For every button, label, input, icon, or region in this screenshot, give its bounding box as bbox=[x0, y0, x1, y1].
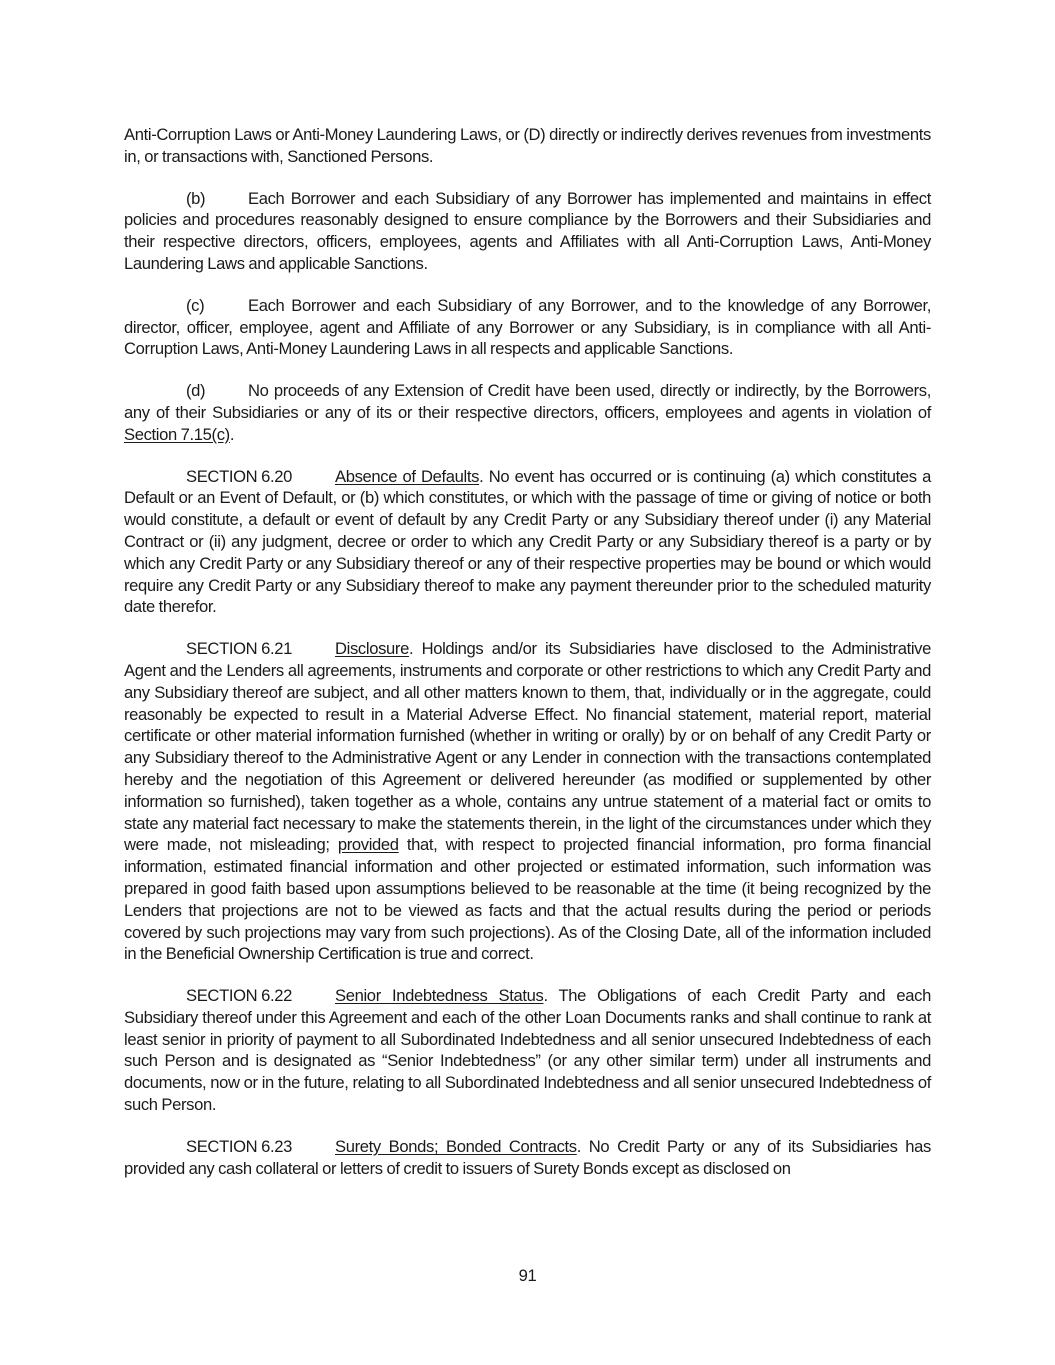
section-title: Surety Bonds; Bonded Contracts bbox=[335, 1136, 577, 1156]
section-title: Absence of Defaults bbox=[335, 466, 480, 486]
section-6-20: SECTION 6.20 Absence of Defaults. No event has occurred or is continuing (a) which constitutes a Default or an Event of Default, or (b) which constitutes, or which with the passage of time or giving of notice or both would constitute, a default or event of default by any Credit Party or any Subsidiary thereof under (i) any Material Contract or (ii) any judgment, decree or order to which any Credit Party or any Subsidiary thereof is a party or by which any Credit Party or any Subsidiary thereof or any of their respective properties may be bound or which would require any Credit Party or any Subsidiary thereof to make any payment thereunder prior to the scheduled maturity date therefor. bbox=[124, 466, 931, 617]
document-body bbox=[124, 124, 931, 1199]
paragraph-b: (b) Each Borrower and each Subsidiary of any Borrower has implemented and maintains in effect policies and procedures reasonably designed to ensure compliance by the Borrowers and their Subsidiaries and their respective directors, officers, employees, agents and Affiliates with all Anti-Corruption Laws, Anti-Money Laundering Laws and applicable Sanctions. bbox=[124, 188, 931, 273]
section-6-23: SECTION 6.23 Surety Bonds; Bonded Contracts. No Credit Party or any of its Subsidiaries has provided any cash collateral or letters of credit to issuers of Surety Bonds except as disclosed on bbox=[124, 1136, 931, 1178]
paragraph-label: (b) bbox=[186, 188, 206, 208]
section-title: Senior Indebtedness Status bbox=[335, 986, 544, 1006]
section-number: SECTION 6.21 bbox=[186, 639, 292, 659]
section-number: SECTION 6.23 bbox=[186, 1136, 292, 1156]
provided-term: provided bbox=[337, 835, 399, 855]
section-title: Disclosure bbox=[335, 639, 409, 659]
continuation-paragraph: Anti-Corruption Laws or Anti-Money Laundering Laws, or (D) directly or indirectly derives revenues from investments in, or transactions with, Sanctioned Persons. bbox=[124, 125, 931, 166]
paragraph-c: (c) Each Borrower and each Subsidiary of any Borrower, and to the knowledge of any Borrower, director, officer, employee, agent and Affiliate of any Borrower or any Subsidiary, is in compliance with all Anti-Corruption Laws, Anti-Money Laundering Laws in all respects and applicable Sanctions. bbox=[124, 295, 931, 359]
section-number: SECTION 6.20 bbox=[186, 466, 292, 486]
section-reference: Section 7.15(c) bbox=[124, 424, 230, 444]
page-number: 91 bbox=[518, 1266, 537, 1285]
section-6-21: SECTION 6.21 Disclosure. Holdings and/or its Subsidiaries have disclosed to the Administrative Agent and the Lenders all agreements, instruments and corporate or other restrictions to which any Credit Party and any Subsidiary thereof are subject, and all other matters known to them, that, individually or in the aggregate, could reasonably be expected to result in a Material Adverse Effect. No financial statement, material report, material certificate or other material information furnished (whether in writing or orally) by or on behalf of any Credit Party or any Subsidiary thereof to the Administrative Agent or any Lender in connection with the transactions contemplated hereby and the negotiation of this Agreement or delivered hereunder (as modified or supplemented by other information so furnished), taken together as a whole, contains any untrue statement of a material fact or omits to state any material fact necessary to make the statements therein, in the light of the circumstances under which they were made, not misleading; provided that, with respect to projected financial information, pro forma financial information, estimated financial information and other projected or estimated information, such information was prepared in good faith based upon assumptions believed to be reasonable at the time (it being recognized by the Lenders that projections are not to be viewed as facts and that the actual results during the period or periods covered by such projections may vary from such projections). As of the Closing Date, all of the information included in the Beneficial Ownership Certification is true and correct. bbox=[124, 639, 932, 964]
section-6-22: SECTION 6.22 Senior Indebtedness Status. The Obligations of each Credit Party and each Subsidiary thereof under this Agreement and each of the other Loan Documents ranks and shall continue to rank at least senior in priority of payment to all Subordinated Indebtedness and all senior unsecured Indebtedness of each such Person and is designated as “Senior Indebtedness” (or any other similar term) under all instruments and documents, now or in the future, relating to all Subordinated Indebtedness and all senior unsecured Indebtedness of such Person. bbox=[124, 986, 931, 1115]
paragraph-label: (d) bbox=[186, 381, 206, 401]
section-number: SECTION 6.22 bbox=[186, 986, 292, 1006]
paragraph-label: (c) bbox=[186, 295, 205, 315]
paragraph-d: (d) No proceeds of any Extension of Credit have been used, directly or indirectly, by the Borrowers, any of their Subsidiaries or any of its or their respective directors, officers, employees and agents in violation of Section 7.15(c). bbox=[124, 381, 931, 444]
